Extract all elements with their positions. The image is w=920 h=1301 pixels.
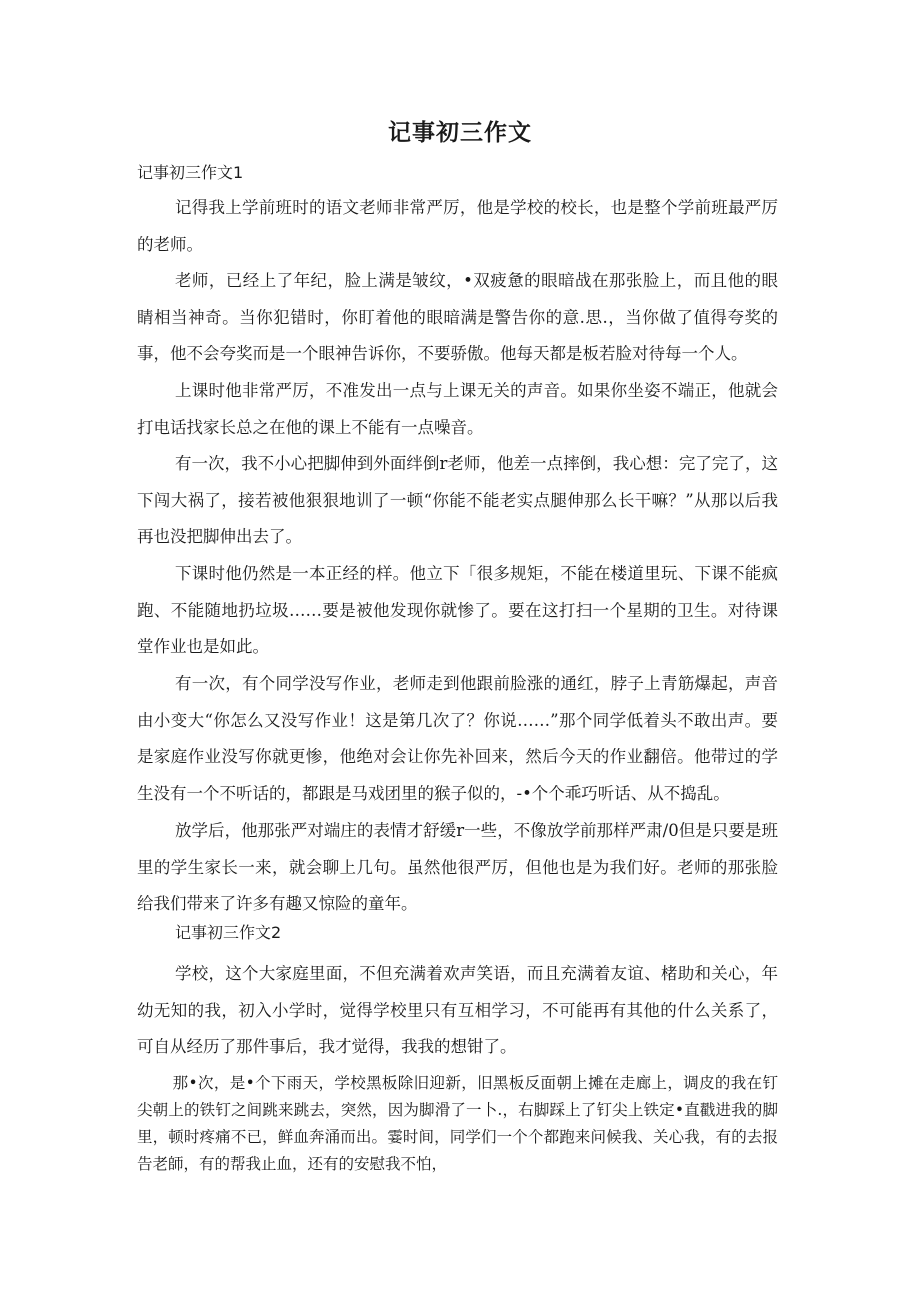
essay-2-paragraph-2: 那•次，是•个下雨天，学校黑板除旧迎新，旧黑板反面朝上摊在走廊上，调皮的我在钉尖朝上的铁钉之间跳来跳去，突然，因为脚滑了一卜.，右脚踩上了钉尖上铁定•直戳进我的脚里，顿时疼痛不已，鲜血奔涌而出。霎时间，同学们一个个都跑来问候我、关心我，有的去报告老師，有的帮我止血，还有的安慰我不怕， [137, 1074, 778, 1173]
essay-1-heading: 记事初三作文1 [137, 163, 244, 182]
essay-1-paragraph-5: 下课时他仍然是一本正经的样。他立下「很多规矩，不能在楼道里玩、下课不能疯跑、不能随地扔垃圾……要是被他发现你就惨了。要在这打扫一个星期的卫生。对待课堂作业也是如此。 [137, 564, 778, 657]
essay-1-paragraph-3: 上课时他非常严厉，不准发出一点与上课无关的声音。如果你坐姿不端正，他就会打电话找家长总之在他的课上不能有一点噪音。 [137, 381, 778, 437]
essay-2-heading: 记事初三作文2 [175, 923, 282, 942]
essay-1-paragraph-6: 有一次，有个同学没写作业，老师走到他跟前脸涨的通红，脖子上青筋爆起，声音由小变大“你怎么又没写作业！这是第几次了？你说……”那个同学低着头不敢出声。要是家庭作业没写你就更惨，他绝对会让你先补回来，然后今天的作业翻倍。他带过的学生没有一个不听话的，都跟是马戏团里的猴子似的，-•个个乖巧听话、从不捣乱。 [137, 674, 778, 804]
essay-2-paragraph-1: 学校，这个大家庭里面，不但充满着欢声笑语，而且充满着友谊、楮助和关心，年幼无知的我，初入小学时，觉得学校里只有互相学习，不可能再有其他的什么关系了，可自从经历了那件事后，我才觉得，我我的想钳了。 [137, 964, 778, 1057]
essay-1-paragraph-1: 记得我上学前班时的语文老师非常严厉，他是学校的校长，也是整个学前班最严厉的老师。 [137, 198, 778, 254]
page-title: 记事初三作文 [388, 120, 532, 146]
essay-1-paragraph-2: 老师，已经上了年纪，脸上满是皱纹，•双疲惫的眼暗战在那张脸上，而且他的眼睛相当神奇。当你犯错时，你盯着他的眼暗满是警告你的意.思.，当你做了值得夸奖的事，他不会夸奖而是一个眼神告诉你，不要骄傲。他每天都是板若脸对待每一个人。 [137, 271, 778, 364]
essay-1-paragraph-4: 有一次，我不小心把脚伸到外面绊倒r老师，他差一点摔倒，我心想：完了完了，这下闯大祸了，接若被他狠狠地训了一顿“你能不能老实点腿伸那么长干嘛？”从那以后我再也没把脚伸出去了。 [137, 454, 778, 547]
essay-1-paragraph-7: 放学后，他那张严对端庄的表情才舒缓r一些，不像放学前那样严肃/0但是只要是班里的学生家长一来，就会聊上几句。虽然他很严厉，但他也是为我们好。老师的那张脸给我们带来了许多有趣又惊险的童年。 [137, 821, 778, 914]
